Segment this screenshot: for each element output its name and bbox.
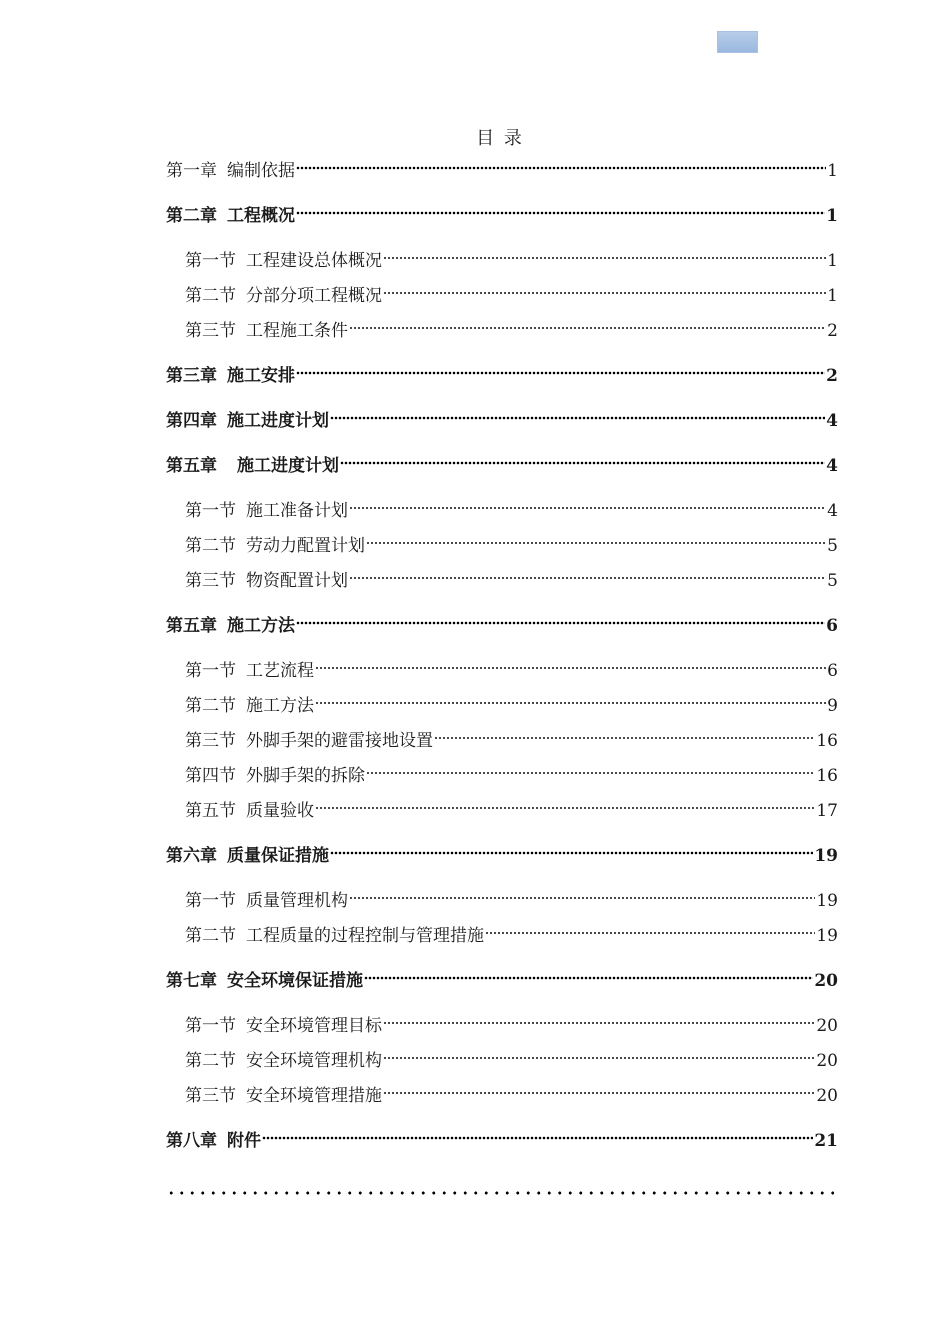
toc-entry-number: 第二节 <box>185 286 236 306</box>
toc-entry-title: 质量验收 <box>246 801 314 821</box>
toc-entry-label <box>185 533 365 559</box>
toc-entry-title: 安全环境管理目标 <box>246 1016 382 1036</box>
toc-dot-leader <box>383 1019 815 1027</box>
toc-page-number: 20 <box>816 1051 838 1071</box>
toc-chapter-entry[interactable] <box>166 613 838 648</box>
toc-dot-leader <box>349 504 826 512</box>
toc-dot-leader <box>366 769 815 777</box>
toc-entry-number: 第三节 <box>185 731 236 751</box>
toc-entry-number: 第二章 <box>166 206 217 226</box>
toc-page-number: 4 <box>826 456 838 476</box>
toc-dot-leader <box>383 1089 815 1097</box>
toc-entry-number: 第三节 <box>185 321 236 341</box>
toc-entry-title: 施工进度计划 <box>227 411 329 431</box>
toc-page-number: 16 <box>816 766 838 786</box>
toc-page-number: 20 <box>816 1086 838 1106</box>
toc-entry-title: 施工方法 <box>246 696 314 716</box>
toc-section-entry[interactable] <box>166 798 838 833</box>
toc-entry-label <box>185 1083 382 1109</box>
toc-page-number: 6 <box>827 661 838 681</box>
toc-page-number: 20 <box>814 971 838 991</box>
toc-entry-number: 第二节 <box>185 696 236 716</box>
toc-page-number: 19 <box>814 846 838 866</box>
toc-section-entry[interactable] <box>166 248 838 283</box>
toc-chapter-entry[interactable] <box>166 203 838 238</box>
toc-entry-number: 第一节 <box>185 661 236 681</box>
toc-dot-leader <box>296 369 825 377</box>
toc-entry-title: 安全环境管理机构 <box>246 1051 382 1071</box>
toc-dot-leader <box>262 1134 813 1142</box>
toc-entry-label <box>166 843 329 869</box>
toc-entry-number: 第一节 <box>185 251 236 271</box>
toc-entry-number: 第二节 <box>185 926 236 946</box>
toc-entry-title: 编制依据 <box>227 161 295 181</box>
toc-entry-label <box>166 203 295 229</box>
toc-section-entry[interactable] <box>166 693 838 728</box>
toc-section-entry[interactable] <box>166 763 838 798</box>
toc-entry-label <box>166 453 339 479</box>
toc-entry-label <box>185 888 348 914</box>
toc-entry-number: 第一章 <box>166 161 217 181</box>
toc-page-number: 2 <box>826 366 838 386</box>
toc-entry-label <box>185 1048 382 1074</box>
toc-entry-label <box>166 363 295 389</box>
toc-entry-number: 第三节 <box>185 571 236 591</box>
toc-entry-title: 工程概况 <box>227 206 295 226</box>
toc-entry-label <box>185 318 348 344</box>
toc-entry-number: 第一节 <box>185 501 236 521</box>
toc-dot-leader <box>330 849 813 857</box>
toc-section-entry[interactable] <box>166 1083 838 1118</box>
toc-entry-label <box>166 408 329 434</box>
toc-dot-leader <box>315 699 826 707</box>
toc-entry-number: 第一节 <box>185 891 236 911</box>
toc-entry-number: 第二节 <box>185 536 236 556</box>
toc-section-entry[interactable] <box>166 498 838 533</box>
toc-entry-title: 分部分项工程概况 <box>246 286 382 306</box>
toc-entry-title: 质量管理机构 <box>246 891 348 911</box>
toc-page-number: 19 <box>816 891 838 911</box>
toc-dot-leader <box>383 254 826 262</box>
toc-section-entry[interactable] <box>166 533 838 568</box>
toc-dot-leader <box>349 324 826 332</box>
toc-section-entry[interactable] <box>166 1013 838 1048</box>
toc-entry-label <box>166 1128 261 1154</box>
toc-entry-label <box>185 763 365 789</box>
toc-dot-leader <box>296 164 826 172</box>
toc-dot-leader <box>315 804 815 812</box>
toc-chapter-entry[interactable] <box>166 158 838 193</box>
toc-entry-title: 安全环境保证措施 <box>227 971 363 991</box>
toc-section-entry[interactable] <box>166 568 838 603</box>
toc-entry-title: 工艺流程 <box>246 661 314 681</box>
toc-page-number: 6 <box>826 616 838 636</box>
toc-entry-number: 第七章 <box>166 971 217 991</box>
toc-entry-title: 劳动力配置计划 <box>246 536 365 556</box>
toc-page-number: 16 <box>816 731 838 751</box>
toc-entry-title: 安全环境管理措施 <box>246 1086 382 1106</box>
toc-dot-leader <box>434 734 815 742</box>
toc-page-number: 19 <box>816 926 838 946</box>
toc-entry-title: 施工进度计划 <box>237 456 339 476</box>
toc-dot-leader <box>383 1054 815 1062</box>
toc-entry-number: 第五章 <box>166 456 217 476</box>
toc-entry-label <box>166 158 295 184</box>
toc-page-number: 17 <box>816 801 838 821</box>
toc-chapter-entry[interactable] <box>166 408 838 443</box>
toc-section-entry[interactable] <box>166 923 838 958</box>
toc-page-number: 4 <box>827 501 838 521</box>
toc-entry-label <box>185 798 314 824</box>
toc-entry-label <box>185 693 314 719</box>
toc-entry-title: 工程建设总体概况 <box>246 251 382 271</box>
toc-section-entry[interactable] <box>166 318 838 353</box>
toc-entry-title: 工程施工条件 <box>246 321 348 341</box>
toc-entry-title: 外脚手架的拆除 <box>246 766 365 786</box>
toc-page-number: 1 <box>827 161 838 181</box>
toc-entry-title: 外脚手架的避雷接地设置 <box>246 731 433 751</box>
toc-page-number: 20 <box>816 1016 838 1036</box>
toc-entry-label <box>166 613 295 639</box>
toc-entry-label <box>185 728 433 754</box>
bottom-dot-leader <box>166 1188 834 1198</box>
toc-page-number: 2 <box>827 321 838 341</box>
toc-entry-number: 第三节 <box>185 1086 236 1106</box>
toc-page-number: 1 <box>827 251 838 271</box>
toc-dot-leader <box>315 664 826 672</box>
toc-entry-number: 第一节 <box>185 1016 236 1036</box>
toc-entry-label <box>185 498 348 524</box>
toc-entry-title: 施工方法 <box>227 616 295 636</box>
toc-chapter-entry[interactable] <box>166 1128 838 1163</box>
toc-dot-leader <box>296 209 825 217</box>
toc-dot-leader <box>485 929 815 937</box>
toc-entry-number: 第四章 <box>166 411 217 431</box>
toc-entry-label <box>185 283 382 309</box>
toc-chapter-entry[interactable] <box>166 363 838 398</box>
toc-page-number: 1 <box>827 286 838 306</box>
toc-entry-number: 第二节 <box>185 1051 236 1071</box>
toc-chapter-entry[interactable] <box>166 453 838 488</box>
toc-dot-leader <box>349 894 815 902</box>
toc-entry-number: 第五章 <box>166 616 217 636</box>
toc-section-entry[interactable] <box>166 658 838 693</box>
toc-page-number: 5 <box>827 536 838 556</box>
toc-entry-number: 第六章 <box>166 846 217 866</box>
toc-dot-leader <box>340 459 825 467</box>
corner-color-block <box>717 31 758 53</box>
toc-entry-label <box>185 1013 382 1039</box>
toc-entry-number: 第四节 <box>185 766 236 786</box>
toc-entry-label <box>185 923 484 949</box>
toc-page-number: 21 <box>814 1131 838 1151</box>
toc-chapter-entry[interactable] <box>166 843 838 878</box>
toc-page-number: 1 <box>826 206 838 226</box>
toc-dot-leader <box>349 574 826 582</box>
toc-section-entry[interactable] <box>166 1048 838 1083</box>
toc-entry-label <box>185 568 348 594</box>
toc-heading: 目 录 <box>476 128 524 149</box>
toc-page-number: 9 <box>827 696 838 716</box>
toc-page-number: 5 <box>827 571 838 591</box>
toc-dot-leader <box>366 539 826 547</box>
toc-page-number: 4 <box>826 411 838 431</box>
toc-entry-label <box>166 968 363 994</box>
toc-entry-number: 第五节 <box>185 801 236 821</box>
toc-entry-title: 质量保证措施 <box>227 846 329 866</box>
toc-entry-label <box>185 248 382 274</box>
toc-entry-number: 第八章 <box>166 1131 217 1151</box>
toc-dot-leader <box>296 619 825 627</box>
toc-entry-title: 施工安排 <box>227 366 295 386</box>
toc-section-entry[interactable] <box>166 728 838 763</box>
toc-entry-title: 物资配置计划 <box>246 571 348 591</box>
toc-section-entry[interactable] <box>166 283 838 318</box>
toc-entry-title: 施工准备计划 <box>246 501 348 521</box>
toc-dot-leader <box>330 414 825 422</box>
toc-dot-leader <box>383 289 826 297</box>
toc-entry-number: 第三章 <box>166 366 217 386</box>
toc-entry-title: 工程质量的过程控制与管理措施 <box>246 926 484 946</box>
toc-list <box>166 158 838 1163</box>
toc-chapter-entry[interactable] <box>166 968 838 1003</box>
toc-entry-title: 附件 <box>227 1131 261 1151</box>
toc-section-entry[interactable] <box>166 888 838 923</box>
toc-entry-label <box>185 658 314 684</box>
toc-dot-leader <box>364 974 813 982</box>
